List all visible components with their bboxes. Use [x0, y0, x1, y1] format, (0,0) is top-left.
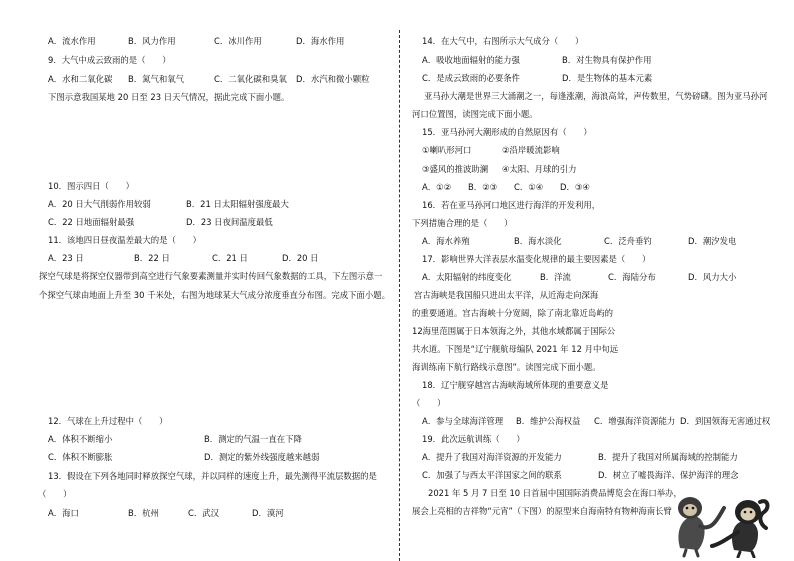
q17-option-d: D．风力大小	[688, 272, 737, 282]
q18-option-c: C．增强海洋资源能力	[594, 416, 676, 426]
column-divider	[399, 30, 400, 561]
q10-option-d: D．23 日夜间温度最低	[186, 217, 273, 227]
q13-answer-paren: （ ）	[38, 489, 72, 499]
q18-option-d: D．到国领海无害通过权	[680, 416, 771, 426]
q8-option-a: A．流水作用	[48, 36, 96, 46]
q8-option-d: D．海水作用	[296, 36, 345, 46]
q11-option-a: A．23 日	[48, 253, 84, 263]
q8-option-c: C．冰川作用	[214, 36, 262, 46]
q16-option-b: B．海水淡化	[514, 236, 562, 246]
q10-option-b: B．21 日太阳辐射强度最大	[186, 199, 289, 209]
q13-stem: 13．假设在下列各地同时释放探空气球，并以同样的速度上升，最先测得平流层数据的是	[48, 471, 377, 481]
q11-stem: 11．该地四日昼夜温差最大的是（ ）	[48, 235, 202, 245]
q12-option-b: B．测定的气温一直在下降	[204, 434, 302, 444]
q17-option-b: B．洋流	[540, 272, 571, 282]
q15-item-2: ②沿岸暖流影响	[502, 145, 560, 155]
expo-line-2: 展会上亮相的吉祥物“元宵”（下图）的原型来自海南特有物种海南长臂	[412, 506, 672, 516]
q14-option-c: C．是成云致雨的必要条件	[422, 73, 520, 83]
strait-intro-line-4: 共水道。下图是“辽宁舰航母编队 2021 年 12 月中旬远	[412, 344, 619, 354]
q16-option-a: A．海水养殖	[422, 236, 470, 246]
q12-stem: 12．气球在上升过程中（ ）	[48, 416, 168, 426]
q15-option-a: A．①②	[422, 182, 452, 192]
q9-option-b: B．氮气和氧气	[128, 74, 184, 84]
q10-option-a: A．20 日大气削弱作用较弱	[48, 199, 151, 209]
q15-item-4: ④太阳、月球的引力	[502, 164, 577, 174]
q17-stem: 17．影响世界大洋表层水温变化规律的最主要因素是（ ）	[422, 254, 651, 264]
q10-option-c: C．22 日地面辐射最强	[48, 217, 135, 227]
q14-option-a: A．吸收地面辐射的能力强	[422, 55, 520, 65]
q14-option-d: D．是生物体的基本元素	[562, 73, 653, 83]
q16-stem-line-2: 下列措施合理的是（ ）	[412, 218, 513, 228]
q9-option-c: C．二氧化碳和臭氧	[214, 74, 287, 84]
expo-line-1: 2021 年 5 月 7 日至 10 日首届中国国际消费品博览会在海口举办，	[428, 488, 682, 498]
q18-stem: 18．辽宁舰穿越宫古海峡海域所体现的重要意义是	[422, 380, 609, 390]
q18-answer-paren: （ ）	[412, 398, 446, 408]
q15-option-c: C．①④	[514, 182, 544, 192]
gibbon-right	[712, 500, 767, 557]
q12-option-d: D．测定的紫外线强度越来越弱	[204, 452, 320, 462]
q15-item-1: ①喇叭形河口	[422, 145, 472, 155]
q17-option-a: A．太阳辐射的纬度变化	[422, 272, 512, 282]
q8-option-b: B．风力作用	[128, 36, 176, 46]
q18-option-b: B．维护公海权益	[516, 416, 581, 426]
q13-option-b: B．杭州	[128, 508, 159, 518]
q11-option-d: D．20 日	[282, 253, 319, 263]
q9-option-d: D．水汽和微小颗粒	[296, 74, 370, 84]
strait-intro-line-5: 海训练南下航行路线示意图”。读图完成下面小题。	[412, 362, 601, 372]
q16-stem-line-1: 16．若在亚马孙河口地区进行海洋的开发利用，	[422, 200, 601, 210]
q9-option-a: A．水和二氧化碳	[48, 74, 113, 84]
gibbon-left	[678, 497, 724, 556]
mascot-gibbon-image	[672, 488, 772, 558]
q9-stem: 9．大气中成云致雨的是（ ）	[48, 55, 171, 65]
balloon-intro-line-2: 个探空气球由地面上升至 30 千米处，右图为地球某大气成分浓度垂直分布图。完成下面小题。	[39, 290, 390, 300]
strait-intro-line-3: 12海里范围属于日本领海之外，其他水域都属于国际公	[412, 326, 616, 336]
q19-option-c: C．加强了与西太平洋国家之间的联系	[422, 470, 562, 480]
q10-stem: 10．图示四日（ ）	[48, 181, 135, 191]
strait-intro-line-2: 的重要通道。宫古海峡十分宽阔，除了南北靠近岛屿的	[412, 308, 613, 318]
q12-option-a: A．体积不断缩小	[48, 434, 113, 444]
q13-option-c: C．武汉	[188, 508, 219, 518]
q15-item-3: ③盛风的推波助澜	[422, 164, 489, 174]
q14-stem: 14．在大气中，右图所示大气成分（ ）	[422, 36, 584, 46]
q19-option-d: D．树立了嘘畏海洋、保护海洋的理念	[598, 470, 739, 480]
q19-stem: 19．此次远航训练（ ）	[422, 434, 525, 444]
q11-option-b: B．22 日	[134, 253, 170, 263]
q15-stem: 15．亚马孙河大潮形成的自然原因有（ ）	[422, 127, 592, 137]
amazon-intro-line-2: 河口位置图，读图完成下面小题。	[412, 109, 538, 119]
q14-option-b: B．对生物具有保护作用	[562, 55, 652, 65]
q16-option-d: D．潮汐发电	[688, 236, 737, 246]
q11-option-c: C．21 日	[212, 253, 248, 263]
strait-intro-line-1: 宫古海峡是我国船只进出太平洋，从近海走向深海	[414, 290, 599, 300]
q18-option-a: A．参与全球海洋管理	[422, 416, 504, 426]
q15-option-b: B．②③	[468, 182, 498, 192]
balloon-intro-line-1: 探空气球是将探空仪器带到高空进行气象要素测量并实时传回气象数据的工具，下左图示意一	[39, 271, 383, 281]
q13-option-a: A．海口	[48, 508, 79, 518]
q15-option-d: D．③④	[560, 182, 590, 192]
q12-option-c: C．体积不断膨胀	[48, 452, 113, 462]
weather-intro: 下图示意我国某地 20 日至 23 日天气情况，据此完成下面小题。	[48, 92, 290, 102]
q17-option-c: C．海陆分布	[608, 272, 656, 282]
q19-option-b: B．提升了我国对所属海域的控制能力	[598, 452, 738, 462]
q19-option-a: A．提升了我国对海洋资源的开发能力	[422, 452, 562, 462]
q13-option-d: D．漠河	[252, 508, 284, 518]
q16-option-c: C．泛舟垂钓	[604, 236, 652, 246]
amazon-intro-line-1: 亚马孙大潮是世界三大涌潮之一，每逢涨潮，海浪高耸，声传数里，气势磅礴。图为亚马孙河	[424, 91, 768, 101]
